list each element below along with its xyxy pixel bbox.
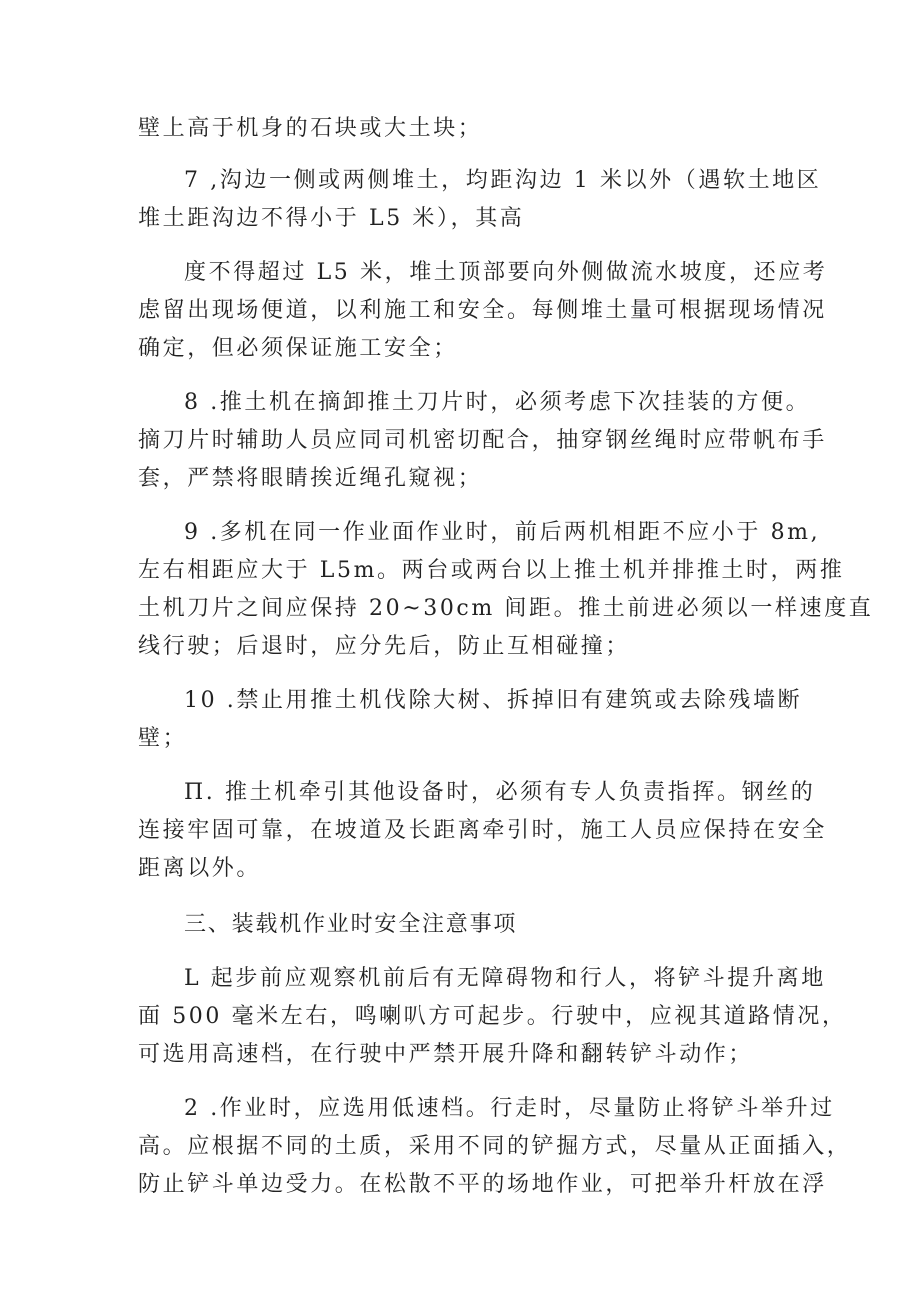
text-line: 壁上高于机身的石块或大土块； — [138, 116, 483, 141]
text-line: 距离以外。 — [138, 856, 262, 881]
text-line: L 起步前应观察机前后有无障碍物和行人，将铲斗提升离地 — [184, 966, 826, 991]
section-heading: 三、装载机作业时安全注意事项 — [184, 912, 518, 937]
text-line: 摘刀片时辅助人员应同司机密切配合，抽穿钢丝绳时应带帆布手 — [138, 428, 827, 453]
text-line: Π. 推土机牵引其他设备时，必须有专人负责指挥。钢丝的 — [184, 780, 816, 805]
text-line: 高。应根据不同的土质，采用不同的铲掘方式，尽量从正面插入， — [138, 1134, 852, 1159]
text-line: 堆土距沟边不得小于 L5 米），其高 — [138, 206, 525, 231]
text-line: 土机刀片之间应保持 20~30cm 间距。推土前进必须以一样速度直 — [138, 596, 874, 621]
text-line: 10 .禁止用推土机伐除大树、拆掉旧有建筑或去除残墙断 — [184, 688, 803, 713]
text-line: 面 500 毫米左右，鸣喇叭方可起步。行驶中，应视其道路情况， — [138, 1004, 847, 1029]
text-line: 线行驶；后退时，应分先后，防止互相碰撞； — [138, 634, 631, 659]
text-line: 左右相距应大于 L5m。两台或两台以上推土机并排推土时，两推 — [138, 558, 845, 583]
text-line: 度不得超过 L5 米，堆土顶部要向外侧做流水坡度，还应考 — [184, 260, 828, 285]
text-line: 套，严禁将眼睛挨近绳孔窥视； — [138, 466, 483, 491]
text-line: 7 ,沟边一侧或两侧堆土，均距沟边 1 米以外（遇软土地区 — [184, 168, 822, 193]
text-line: 虑留出现场便道，以利施工和安全。每侧堆土量可根据现场情况 — [138, 298, 827, 323]
text-line: 防止铲斗单边受力。在松散不平的场地作业，可把举升杆放在浮 — [138, 1172, 827, 1197]
text-line: 确定，但必须保证施工安全； — [138, 336, 458, 361]
text-line: 2 .作业时，应选用低速档。行走时，尽量防止将铲斗举升过 — [184, 1096, 835, 1121]
text-line: 连接牢固可靠，在坡道及长距离牵引时，施工人员应保持在安全 — [138, 818, 827, 843]
text-line: 9 .多机在同一作业面作业时，前后两机相距不应小于 8m, — [184, 520, 821, 545]
text-line: 8 .推土机在摘卸推土刀片时，必须考虑下次挂装的方便。 — [184, 390, 811, 415]
text-line: 壁； — [138, 726, 188, 751]
text-line: 可选用高速档，在行驶中严禁开展升降和翻转铲斗动作； — [138, 1042, 754, 1067]
